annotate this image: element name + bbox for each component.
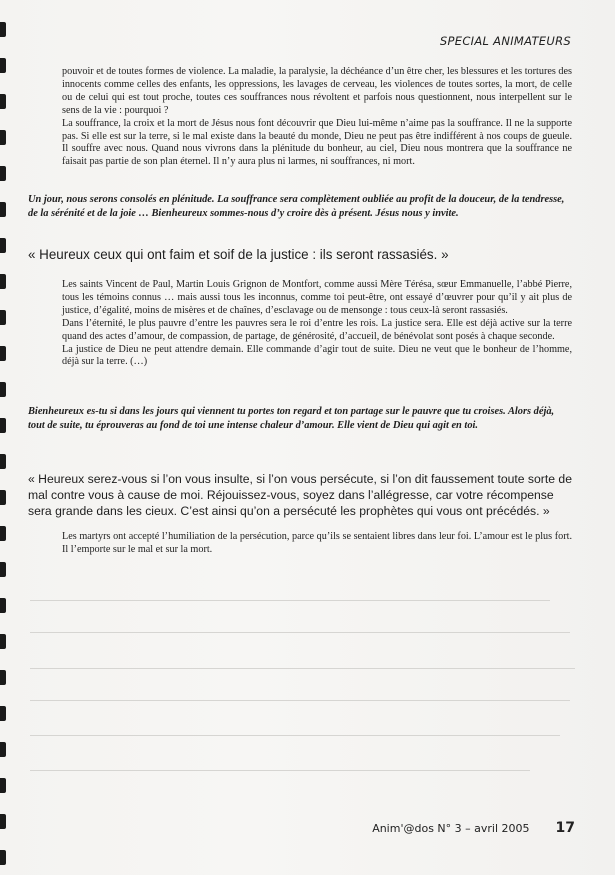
page-header: SPECIAL ANIMATEURS [439,34,571,48]
section2-quote: Bienheureux es-tu si dans les jours qui viennent tu portes ton regard et ton partage sur le pauvre que tu croises. Alors déjà, tout de suite, tu éprouveras au fond de toi une intense chaleur d’amour. Elle vient de Dieu qui agit en toi. [28,406,555,431]
section1-paragraph-1: pouvoir et de toutes formes de violence. La maladie, la paralysie, la déchéance d’un être cher, les blessures et les tortures des innocents comme celles des enfants, les oppressions, les lavages de cerveau, les violences de toutes sortes, la mort, de celle ou de celui qui est tout proche, toutes ces souffrances nous révoltent et parfois nous questionnent, nous interpellent sur le sens de la vie : pourquoi ? [62,66,572,116]
section2-heading: « Heureux ceux qui ont faim et soif de la justice : ils seront rassasiés. » [28,247,449,262]
section2-paragraph-2: Dans l’éternité, le plus pauvre d’entre les pauvres sera le roi d’entre les rois. La justice sera. Elle est déjà active sur la terre quand des actes d’amour, de compassion, de partage, de générosité, d’accueil, de bénévolat sont posés à chaque seconde. [62,317,572,342]
section2-body [62,279,572,369]
page-footer [372,820,575,836]
publication-info: Anim'@dos N° 3 – avril 2005 [372,822,530,835]
section3-body [62,531,572,557]
section3-heading: « Heureux serez-vous si l’on vous insulte, si l’on vous persécute, si l’on dit faussement toute sorte de mal contre vous à cause de moi. Réjouissez-vous, soyez dans l’allégresse, car votre récompense sera grande dans les cieux. C’est ainsi qu’on a persécuté les prophètes qui vous ont précédés. » [28,472,572,518]
section2-paragraph-3: La justice de Dieu ne peut attendre demain. Elle commande d’agir tout de suite. Dieu ne veut que le bonheur de l’homme, déjà sur la terre. (…) [62,343,572,368]
section1-quote: Un jour, nous serons consolés en plénitude. La souffrance sera complètement oubliée au profit de la douceur, de la tendresse, de la sérénité et de la joie … Bienheureux sommes-nous d’y croire dès à présent. Jésus nous y invite. [28,194,565,219]
section1-body [62,66,572,169]
section2-paragraph-1: Les saints Vincent de Paul, Martin Louis Grignon de Montfort, comme aussi Mère Térésa, sœur Emmanuelle, l’abbé Pierre, tous les témoins connus … mais aussi tous les inconnus, comme toi peut-être, ont essayé d’œuvrer pour qu’il y ait plus de justice, d’égalité, moins de misères et de chaînes, d’esclavage ou de mensonge : tous ceux-là seront rassasiés. [62,279,572,316]
section1-paragraph-2: La souffrance, la croix et la mort de Jésus nous font découvrir que Dieu lui-même n’aime pas la souffrance. Il ne la supporte pas. Si elle est sur la terre, si le mal existe dans la beauté du monde, Dieu ne peut pas être indifférent à nos coups de gueule. Il souffre avec nous. Quand nous vivrons dans la plénitude du bonheur, au ciel, Dieu nous montrera que la souffrance ne faisait pas partie de son plan éternel. Il n’y aura plus ni larmes, ni souffrances, ni mort. [62,117,572,168]
section3-paragraph-1: Les martyrs ont accepté l’humiliation de la persécution, parce qu’ils se sentaient libres dans leur foi. L’amour est le plus fort. Il l’emporte sur le mal et sur la mort. [62,531,572,555]
page-number: 17 [555,820,575,836]
spiral-binding [0,0,10,875]
